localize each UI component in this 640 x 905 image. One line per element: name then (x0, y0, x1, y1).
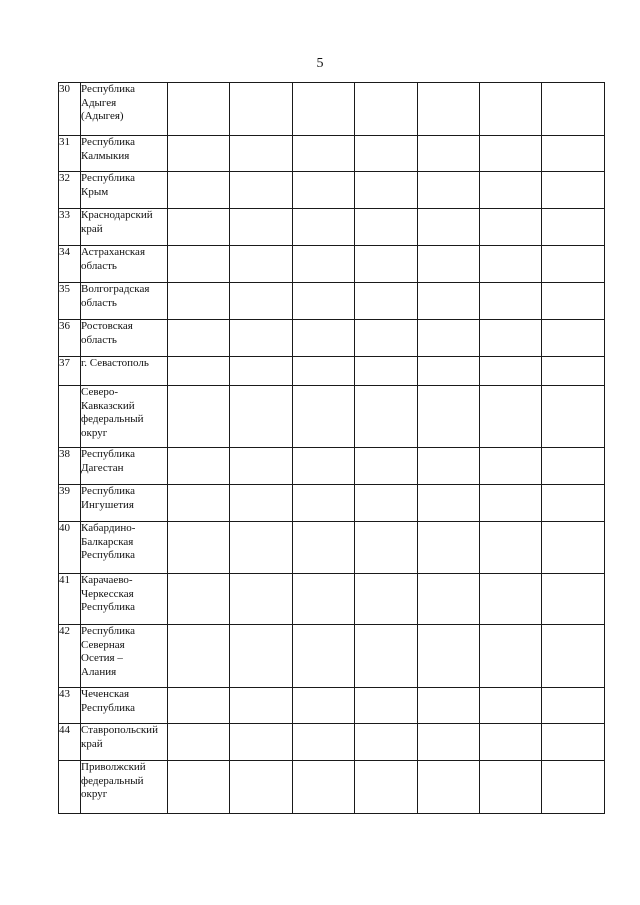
region-name: г. Севастополь (81, 357, 149, 369)
empty-value-cell (230, 448, 293, 485)
empty-value-cell (293, 448, 355, 485)
empty-value-cell (293, 172, 355, 209)
empty-value-cell (542, 625, 605, 688)
table-row (59, 246, 605, 283)
empty-value-cell (418, 724, 480, 761)
empty-value-cell (542, 724, 605, 761)
region-name: Республика Ингушетия (81, 485, 136, 511)
empty-value-cell (480, 574, 542, 625)
empty-value-cell (480, 136, 542, 172)
empty-value-cell (168, 724, 230, 761)
empty-value-cell (418, 320, 480, 357)
empty-value-cell (293, 761, 355, 814)
empty-value-cell (230, 246, 293, 283)
empty-value-cell (293, 386, 355, 448)
row-number-cell: 33 (59, 209, 81, 246)
table-row (59, 136, 605, 172)
empty-value-cell (542, 209, 605, 246)
region-name-cell (81, 136, 168, 172)
row-number-cell: 43 (59, 688, 81, 724)
empty-value-cell (480, 485, 542, 522)
empty-value-cell (542, 485, 605, 522)
empty-value-cell (293, 320, 355, 357)
region-name-cell (81, 688, 168, 724)
empty-value-cell (418, 357, 480, 386)
empty-value-cell (355, 209, 418, 246)
table-row (59, 574, 605, 625)
empty-value-cell (480, 283, 542, 320)
empty-value-cell (293, 688, 355, 724)
region-name: Приволжский федеральный округ (81, 761, 146, 800)
region-name: Волгоградская область (81, 283, 150, 309)
empty-value-cell (480, 246, 542, 283)
empty-value-cell (168, 386, 230, 448)
row-number-cell: 39 (59, 485, 81, 522)
table-row (59, 83, 605, 136)
empty-value-cell (230, 522, 293, 574)
empty-value-cell (480, 320, 542, 357)
empty-value-cell (230, 209, 293, 246)
empty-value-cell (230, 83, 293, 136)
empty-value-cell (355, 320, 418, 357)
table-row (59, 724, 605, 761)
empty-value-cell (168, 320, 230, 357)
region-name-cell (81, 172, 168, 209)
row-number-cell: 36 (59, 320, 81, 357)
empty-value-cell (480, 688, 542, 724)
empty-value-cell (230, 688, 293, 724)
empty-value-cell (168, 209, 230, 246)
region-name: Северо- Кавказский федеральный округ (81, 386, 144, 439)
empty-value-cell (230, 172, 293, 209)
empty-value-cell (293, 209, 355, 246)
row-number-cell (59, 761, 81, 814)
empty-value-cell (480, 172, 542, 209)
empty-value-cell (293, 625, 355, 688)
region-name: Карачаево- Черкесская Республика (81, 574, 136, 613)
empty-value-cell (355, 485, 418, 522)
row-number-cell: 32 (59, 172, 81, 209)
region-name: Республика Калмыкия (81, 136, 136, 162)
empty-value-cell (293, 246, 355, 283)
empty-value-cell (355, 522, 418, 574)
region-name-cell (81, 320, 168, 357)
empty-value-cell (355, 386, 418, 448)
table-row (59, 485, 605, 522)
empty-value-cell (418, 485, 480, 522)
region-name: Кабардино- Балкарская Республика (81, 522, 136, 561)
region-name-cell (81, 283, 168, 320)
table-row (59, 357, 605, 386)
empty-value-cell (418, 522, 480, 574)
table-row (59, 283, 605, 320)
empty-value-cell (542, 688, 605, 724)
empty-value-cell (230, 320, 293, 357)
empty-value-cell (480, 522, 542, 574)
empty-value-cell (418, 688, 480, 724)
empty-value-cell (542, 136, 605, 172)
region-name-cell (81, 357, 168, 386)
empty-value-cell (418, 625, 480, 688)
region-name: Краснодарский край (81, 209, 153, 235)
table-row (59, 209, 605, 246)
region-name-cell (81, 83, 168, 136)
empty-value-cell (293, 283, 355, 320)
empty-value-cell (355, 136, 418, 172)
empty-value-cell (168, 357, 230, 386)
table-row (59, 761, 605, 814)
empty-value-cell (168, 485, 230, 522)
empty-value-cell (230, 724, 293, 761)
empty-value-cell (168, 522, 230, 574)
empty-value-cell (355, 283, 418, 320)
empty-value-cell (418, 574, 480, 625)
page-number: 5 (316, 56, 324, 71)
row-number-cell: 37 (59, 357, 81, 386)
empty-value-cell (480, 448, 542, 485)
empty-value-cell (230, 386, 293, 448)
empty-value-cell (355, 172, 418, 209)
empty-value-cell (230, 136, 293, 172)
empty-value-cell (542, 386, 605, 448)
region-name-cell (81, 522, 168, 574)
regions-table (58, 82, 605, 814)
empty-value-cell (355, 357, 418, 386)
empty-value-cell (168, 83, 230, 136)
row-number-cell: 31 (59, 136, 81, 172)
region-name: Республика Северная Осетия – Алания (81, 625, 136, 678)
row-number-cell: 40 (59, 522, 81, 574)
empty-value-cell (542, 761, 605, 814)
empty-value-cell (293, 136, 355, 172)
empty-value-cell (542, 172, 605, 209)
empty-value-cell (168, 574, 230, 625)
empty-value-cell (542, 522, 605, 574)
empty-value-cell (418, 209, 480, 246)
region-name: Республика Крым (81, 172, 136, 198)
empty-value-cell (355, 688, 418, 724)
row-number-cell: 30 (59, 83, 81, 136)
empty-value-cell (480, 83, 542, 136)
region-name-cell (81, 724, 168, 761)
row-number-cell: 42 (59, 625, 81, 688)
empty-value-cell (230, 357, 293, 386)
row-number-cell: 38 (59, 448, 81, 485)
empty-value-cell (542, 246, 605, 283)
empty-value-cell (168, 625, 230, 688)
region-name-cell (81, 246, 168, 283)
region-name-cell (81, 485, 168, 522)
row-number-cell: 35 (59, 283, 81, 320)
empty-value-cell (355, 574, 418, 625)
empty-value-cell (418, 246, 480, 283)
region-name-cell (81, 448, 168, 485)
row-number-cell (59, 386, 81, 448)
empty-value-cell (542, 283, 605, 320)
row-number-cell: 44 (59, 724, 81, 761)
empty-value-cell (168, 136, 230, 172)
empty-value-cell (542, 574, 605, 625)
empty-value-cell (168, 448, 230, 485)
row-number-cell: 41 (59, 574, 81, 625)
empty-value-cell (418, 136, 480, 172)
row-number-cell: 34 (59, 246, 81, 283)
empty-value-cell (293, 357, 355, 386)
empty-value-cell (418, 283, 480, 320)
empty-value-cell (418, 761, 480, 814)
table-row (59, 320, 605, 357)
empty-value-cell (480, 761, 542, 814)
empty-value-cell (418, 172, 480, 209)
region-name: Ставропольский край (81, 724, 158, 750)
empty-value-cell (418, 83, 480, 136)
empty-value-cell (480, 209, 542, 246)
empty-value-cell (355, 246, 418, 283)
region-name-cell (81, 761, 168, 814)
region-name-cell (81, 574, 168, 625)
region-name: Астраханская область (81, 246, 146, 272)
table-row (59, 448, 605, 485)
empty-value-cell (542, 448, 605, 485)
empty-value-cell (355, 761, 418, 814)
empty-value-cell (480, 625, 542, 688)
empty-value-cell (230, 283, 293, 320)
table-body (59, 83, 605, 814)
empty-value-cell (168, 283, 230, 320)
empty-value-cell (542, 83, 605, 136)
empty-value-cell (480, 357, 542, 386)
region-name-cell (81, 209, 168, 246)
empty-value-cell (542, 320, 605, 357)
empty-value-cell (293, 485, 355, 522)
empty-value-cell (230, 625, 293, 688)
table-row (59, 688, 605, 724)
empty-value-cell (355, 448, 418, 485)
empty-value-cell (418, 386, 480, 448)
empty-value-cell (168, 172, 230, 209)
empty-value-cell (355, 724, 418, 761)
empty-value-cell (168, 246, 230, 283)
empty-value-cell (480, 724, 542, 761)
empty-value-cell (168, 761, 230, 814)
region-name: Республика Адыгея (Адыгея) (81, 83, 136, 122)
region-name: Республика Дагестан (81, 448, 136, 474)
empty-value-cell (293, 83, 355, 136)
empty-value-cell (230, 761, 293, 814)
empty-value-cell (230, 574, 293, 625)
empty-value-cell (293, 522, 355, 574)
table-row (59, 625, 605, 688)
empty-value-cell (480, 386, 542, 448)
table-row (59, 172, 605, 209)
region-name-cell (81, 625, 168, 688)
empty-value-cell (293, 724, 355, 761)
region-name: Ростовская область (81, 320, 133, 346)
empty-value-cell (293, 574, 355, 625)
table-row (59, 522, 605, 574)
empty-value-cell (542, 357, 605, 386)
empty-value-cell (355, 83, 418, 136)
region-name: Чеченская Республика (81, 688, 136, 714)
empty-value-cell (418, 448, 480, 485)
empty-value-cell (168, 688, 230, 724)
table-row (59, 386, 605, 448)
region-name-cell (81, 386, 168, 448)
empty-value-cell (355, 625, 418, 688)
empty-value-cell (230, 485, 293, 522)
